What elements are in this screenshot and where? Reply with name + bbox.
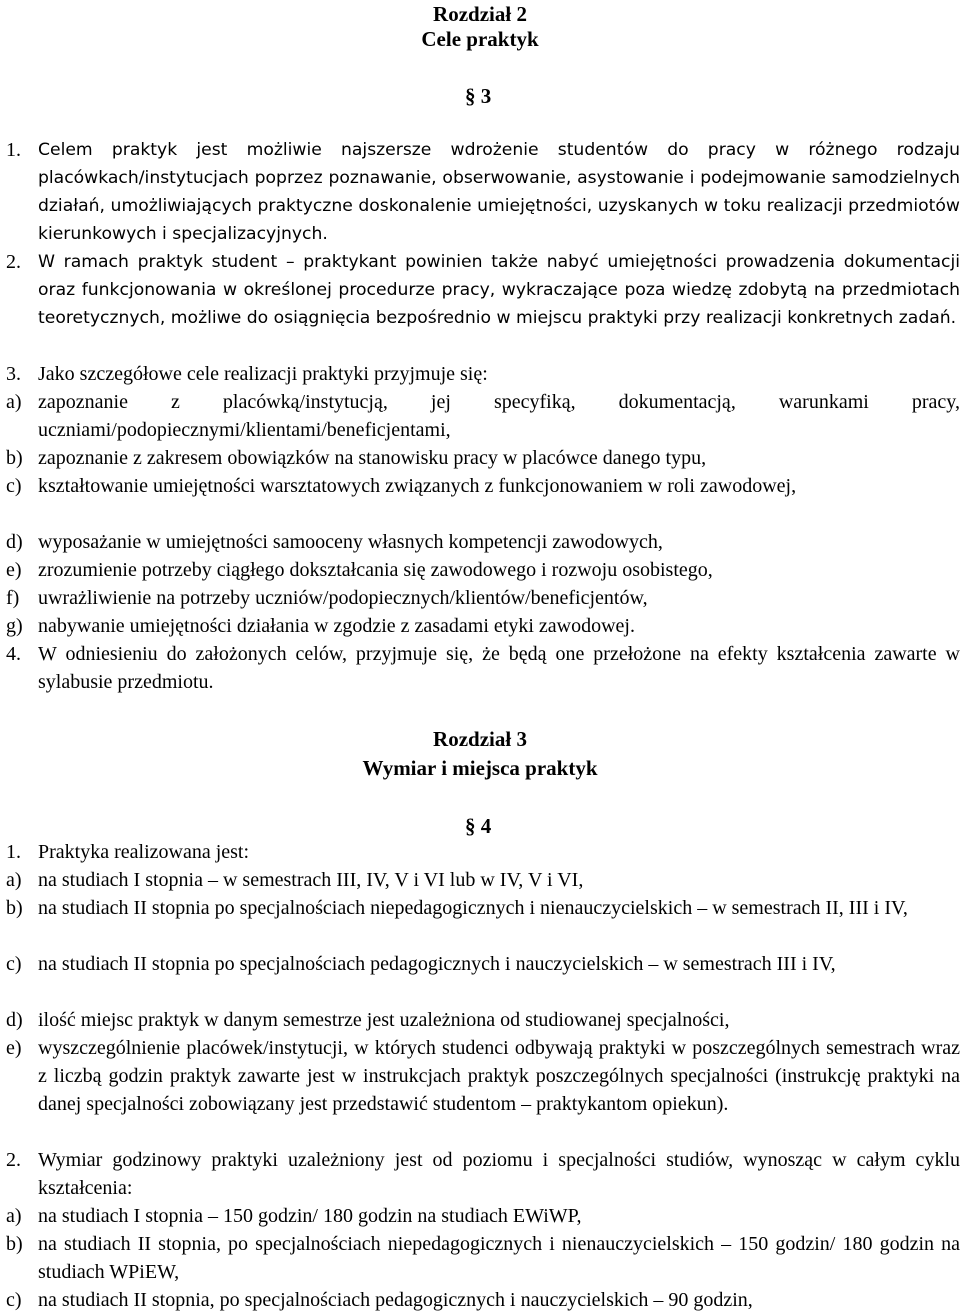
list-item-text: wyszczególnienie placówek/instytucji, w których studenci odbywają praktyki w poszczególnych semestrach wraz z liczbą godzin praktyk zawarte jest w instrukcjach praktyk poszczególnych specjalności (instrukcję praktyki na danej specjalności zobowiązany jest przedstawić studentom – praktykantom opiekun).: [38, 1037, 960, 1115]
section-number: § 3: [465, 84, 492, 108]
list-marker: a): [6, 1205, 22, 1227]
list-item: [6, 472, 960, 500]
list-item: [6, 838, 960, 866]
list-item: [6, 360, 960, 388]
list-item: [6, 528, 960, 556]
list-item: [6, 640, 960, 696]
list-item-text: zapoznanie z placówką/instytucją, jej specyfiką, dokumentacją, warunkami pracy, uczniami/podopiecznymi/klientami/beneficjentami,: [38, 391, 960, 441]
list-marker: b): [6, 447, 23, 469]
list-item: [6, 1230, 960, 1286]
list-item-text: na studiach I stopnia – w semestrach III, IV, V i VI lub w IV, V i VI,: [38, 869, 584, 891]
list-marker: 2.: [6, 251, 21, 273]
list-marker: g): [6, 615, 23, 637]
list-item: [6, 248, 960, 332]
list-item-text: na studiach I stopnia – 150 godzin/ 180 godzin na studiach EWiWP,: [38, 1205, 582, 1227]
list-item-text: Praktyka realizowana jest:: [38, 841, 250, 863]
list-item-text: uwrażliwienie na potrzeby uczniów/podopiecznych/klientów/beneficjentów,: [38, 587, 648, 609]
list-item: [6, 1286, 960, 1314]
list-marker: c): [6, 475, 22, 497]
list-marker: 3.: [6, 363, 21, 385]
list-marker: 2.: [6, 1149, 21, 1171]
list-item: [6, 1202, 960, 1230]
list-marker: a): [6, 391, 22, 413]
list-marker: a): [6, 869, 22, 891]
list-item: [6, 866, 960, 894]
list-marker: b): [6, 1233, 23, 1255]
list-item-text: zrozumienie potrzeby ciągłego dokształcania się zawodowego i rozwoju osobistego,: [38, 559, 713, 581]
list-item-text: zapoznanie z zakresem obowiązków na stanowisku pracy w placówce danego typu,: [38, 447, 707, 469]
list-marker: 1.: [6, 139, 21, 161]
list-item-text: Jako szczegółowe cele realizacji praktyki przyjmuje się:: [38, 363, 488, 385]
list-item: [6, 1146, 960, 1202]
list-item-text: nabywanie umiejętności działania w zgodzie z zasadami etyki zawodowej.: [38, 615, 635, 637]
chapter-title: Rozdział 2: [433, 2, 527, 26]
list-item-text: ilość miejsc praktyk w danym semestrze jest uzależniona od studiowanej specjalności,: [38, 1009, 730, 1031]
list-item: [6, 556, 960, 584]
list-item: [6, 1006, 960, 1034]
list-marker: f): [6, 587, 20, 609]
list-marker: e): [6, 1037, 22, 1059]
list-item-text: na studiach II stopnia, po specjalnościach niepedagogicznych i nienauczycielskich – 150 godzin/ 180 godzin na studiach WPiEW,: [38, 1233, 960, 1283]
list-item-text: na studiach II stopnia, po specjalnościach pedagogicznych i nauczycielskich – 90 godzin,: [38, 1289, 753, 1311]
list-item: [6, 388, 960, 444]
list-item-text: kształtowanie umiejętności warsztatowych związanych z funkcjonowaniem w roli zawodowej,: [38, 475, 797, 497]
list-item-text: wyposażanie w umiejętności samooceny własnych kompetencji zawodowych,: [38, 531, 663, 553]
list-item-text: Celem praktyk jest możliwie najszersze wdrożenie studentów do pracy w różnego rodzaju placówkach/instytucjach poprzez poznawanie, obserwowanie, asystowanie i podejmowanie samodzielnych działań, umożliwiających praktyczne doskonalenie umiejętności, uzyskanych w toku realizacji przedmiotów kierunkowych i specjalizacyjnych.: [38, 140, 960, 244]
list-item-text: na studiach II stopnia po specjalnościach pedagogicznych i nauczycielskich – w semestrach III i IV,: [38, 953, 836, 975]
list-marker: 4.: [6, 643, 21, 665]
chapter-title: Rozdział 3: [433, 727, 527, 751]
list-marker: d): [6, 1009, 23, 1031]
list-item: [6, 136, 960, 248]
list-item-text: Wymiar godzinowy praktyki uzależniony jest od poziomu i specjalności studiów, wynosząc w całym cyklu kształcenia:: [38, 1149, 960, 1199]
chapter-subtitle: Wymiar i miejsca praktyk: [362, 756, 598, 780]
list-marker: 1.: [6, 841, 21, 863]
list-marker: c): [6, 953, 22, 975]
chapter-subtitle: Cele praktyk: [421, 27, 539, 51]
list-marker: d): [6, 531, 23, 553]
list-item: [6, 444, 960, 472]
list-item: [6, 584, 960, 612]
list-item-text: W ramach praktyk student – praktykant powinien także nabyć umiejętności prowadzenia dokumentacji oraz funkcjonowania w określonej procedurze pracy, wykraczające poza wiedzę zdobytą na przedmiotach teoretycznych, możliwe do osiągnięcia bezpośrednio w miejscu praktyki przy realizacji konkretnych zadań.: [38, 252, 960, 328]
list-marker: e): [6, 559, 22, 581]
list-item: [6, 612, 960, 640]
list-marker: b): [6, 897, 23, 919]
list-item: [6, 1034, 960, 1118]
list-item-text: W odniesieniu do założonych celów, przyjmuje się, że będą one przełożone na efekty kształcenia zawarte w sylabusie przedmiotu.: [38, 643, 960, 693]
section-number: § 4: [465, 814, 492, 838]
list-item-text: na studiach II stopnia po specjalnościach niepedagogicznych i nienauczycielskich – w semestrach II, III i IV,: [38, 897, 908, 919]
list-item: [6, 950, 960, 978]
list-item: [6, 894, 960, 922]
list-marker: c): [6, 1289, 22, 1311]
